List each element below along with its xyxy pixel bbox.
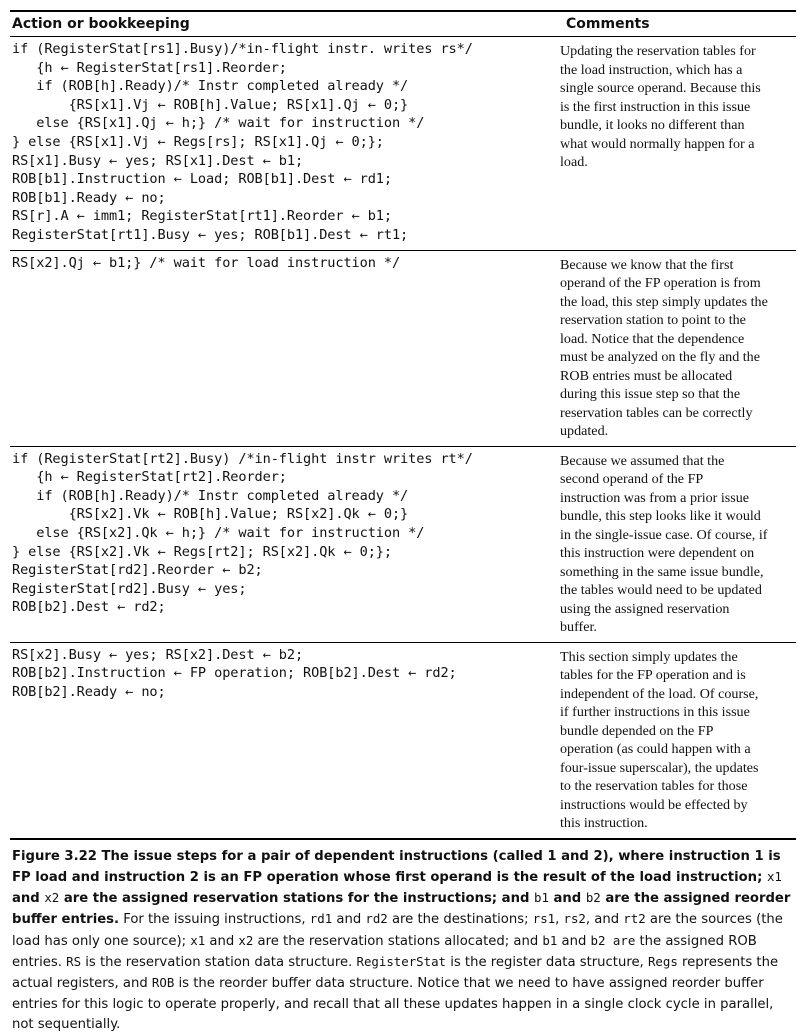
comment-line: load. Notice that the dependence — [560, 330, 745, 347]
table-body — [10, 37, 796, 838]
code-line: if (ROB[h].Ready)/* Instr completed already */ — [12, 78, 409, 95]
comment-line: what would normally happen for a — [560, 135, 755, 152]
code-line: RS[x2].Busy ← yes; RS[x2].Dest ← b2; — [12, 646, 304, 663]
comment-line: This section simply updates the — [560, 648, 738, 665]
code-line: if (RegisterStat[rt2].Busy) /*in-flight instr writes rt*/ — [12, 450, 473, 467]
code-line: RegisterStat[rd2].Busy ← yes; — [12, 580, 247, 597]
comment-line: instructions would be effected by — [560, 796, 748, 813]
comment-line: tables for the FP operation and is — [560, 667, 746, 684]
comment-line: operation (as could happen with a — [560, 741, 751, 758]
comment-line: single source operand. Because this — [560, 80, 761, 96]
figure-caption: Figure 3.22 The issue steps for a pair of dependent instructions (called 1 and 2), where instruction 1 is FP load and instruction 2 is an FP operation whose first operand is the result of the load instruction; x1 and x2 are the assigned reservation stations for the instructions; and b1 and b2 are the assigned reorder buffer entries. For the issuing instructions, rd1 and rd2 are the destinations; rs1, rs2, and rt2 are the sources (the load has only one source); x1 and x2 are the reservation stations allocated; and b1 and b2 are the assigned ROB entries. RS is the reservation station data structure. RegisterStat is the register data structure, Regs represents the actual registers, and ROB is the reorder buffer data structure. Notice that we need to have assigned reorder buffer entries for this logic to operate properly, and recall that all these updates happen in a single clock cycle in parallel, not sequentially. — [12, 848, 791, 1032]
code-line: RegisterStat[rd2].Reorder ← b2; — [12, 562, 263, 579]
code-line: {RS[x2].Vk ← ROB[h].Value; RS[x2].Qk ← 0;} — [12, 506, 409, 523]
comment-line: this instruction. — [560, 815, 648, 832]
code-line: ROB[b2].Dest ← rd2; — [12, 599, 166, 616]
code-line: {h ← RegisterStat[rs1].Reorder; — [12, 59, 287, 76]
code-line: else {RS[x1].Qj ← h;} /* wait for instruction */ — [12, 115, 425, 132]
comment-line: Because we know that the first — [560, 256, 734, 273]
code-line: ROB[b2].Instruction ← FP operation; ROB[b2].Dest ← rd2; — [12, 665, 457, 682]
comment-line: the load instruction, which has a — [560, 61, 743, 78]
code-line: RS[x2].Qj ← b1;} /* wait for load instruction */ — [12, 254, 401, 271]
code-line: RS[r].A ← imm1; RegisterStat[rt1].Reorder ← b1; — [12, 208, 392, 225]
comment-line: second operand of the FP — [560, 471, 704, 488]
table-row — [10, 643, 796, 838]
comment-line: in the single-issue case. Of course, if — [560, 526, 768, 543]
code-line: RegisterStat[rt1].Busy ← yes; ROB[b1].Dest ← rt1; — [12, 226, 409, 243]
comment-line: is the first instruction in this issue — [560, 98, 751, 115]
header-comments: Comments — [566, 16, 650, 32]
comment-line: to the reservation tables for those — [560, 778, 748, 795]
comment-line: the tables would need to be updated — [560, 582, 762, 599]
comment-cell — [560, 40, 796, 245]
caption-label: Figure 3.22 — [12, 848, 97, 864]
comment-cell — [560, 450, 796, 637]
code-line: if (ROB[h].Ready)/* Instr completed already */ — [12, 487, 409, 504]
code-line: if (RegisterStat[rs1].Busy)/*in-flight instr. writes rs*/ — [12, 41, 473, 57]
table-row — [10, 37, 796, 250]
comment-line: four-issue superscalar), the updates — [560, 759, 759, 776]
comment-line: reservation station to point to the — [560, 312, 746, 329]
comment-line: independent of the load. Of course, — [560, 685, 759, 702]
comment-line: buffer. — [560, 619, 597, 636]
code-cell — [10, 40, 560, 245]
table-row — [10, 447, 796, 642]
comment-line: Because we assumed that the — [560, 452, 725, 469]
comment-line: using the assigned reservation — [560, 600, 730, 617]
figure-table — [10, 10, 796, 1035]
comment-line: reservation tables can be correctly — [560, 404, 753, 421]
comment-cell — [560, 254, 796, 441]
code-line: {RS[x1].Vj ← ROB[h].Value; RS[x1].Qj ← 0;} — [12, 96, 409, 113]
bottom-rule — [10, 838, 796, 840]
comment-line: Updating the reservation tables for — [560, 43, 756, 59]
code-line: RS[x1].Busy ← yes; RS[x1].Dest ← b1; — [12, 152, 304, 169]
comment-line: updated. — [560, 423, 609, 440]
code-cell — [10, 450, 560, 637]
comment-line: bundle depended on the FP — [560, 722, 714, 739]
comment-line: bundle, this step looks like it would — [560, 508, 761, 525]
comment-line: the load, this step simply updates the — [560, 293, 768, 310]
comment-line: ROB entries must be allocated — [560, 367, 733, 384]
code-line: {h ← RegisterStat[rt2].Reorder; — [12, 469, 287, 486]
comment-line: bundle, it looks no different than — [560, 117, 745, 133]
comment-line: something in the same issue bundle, — [560, 563, 764, 580]
comment-cell — [560, 646, 796, 833]
code-cell — [10, 646, 560, 833]
comment-line: if further instructions in this issue — [560, 704, 750, 721]
comment-line: load. — [560, 154, 588, 170]
code-line: } else {RS[x1].Vj ← Regs[rs]; RS[x1].Qj ← 0;}; — [12, 133, 384, 150]
comment-line: this instruction were dependent on — [560, 545, 755, 562]
code-line: ROB[b2].Ready ← no; — [12, 683, 166, 700]
comment-line: must be analyzed on the fly and the — [560, 349, 760, 366]
code-cell — [10, 254, 560, 441]
header-action: Action or bookkeeping — [12, 16, 190, 32]
code-line: else {RS[x2].Qk ← h;} /* wait for instruction */ — [12, 524, 425, 541]
comment-line: instruction was from a prior issue — [560, 489, 750, 506]
table-row — [10, 251, 796, 446]
code-line: ROB[b1].Instruction ← Load; ROB[b1].Dest ← rd1; — [12, 171, 392, 188]
comment-line: during this issue step so that the — [560, 386, 741, 403]
code-line: ROB[b1].Ready ← no; — [12, 189, 166, 206]
table-header — [10, 12, 796, 36]
code-line: } else {RS[x2].Vk ← Regs[rt2]; RS[x2].Qk ← 0;}; — [12, 543, 392, 560]
comment-line: operand of the FP operation is from — [560, 275, 761, 292]
